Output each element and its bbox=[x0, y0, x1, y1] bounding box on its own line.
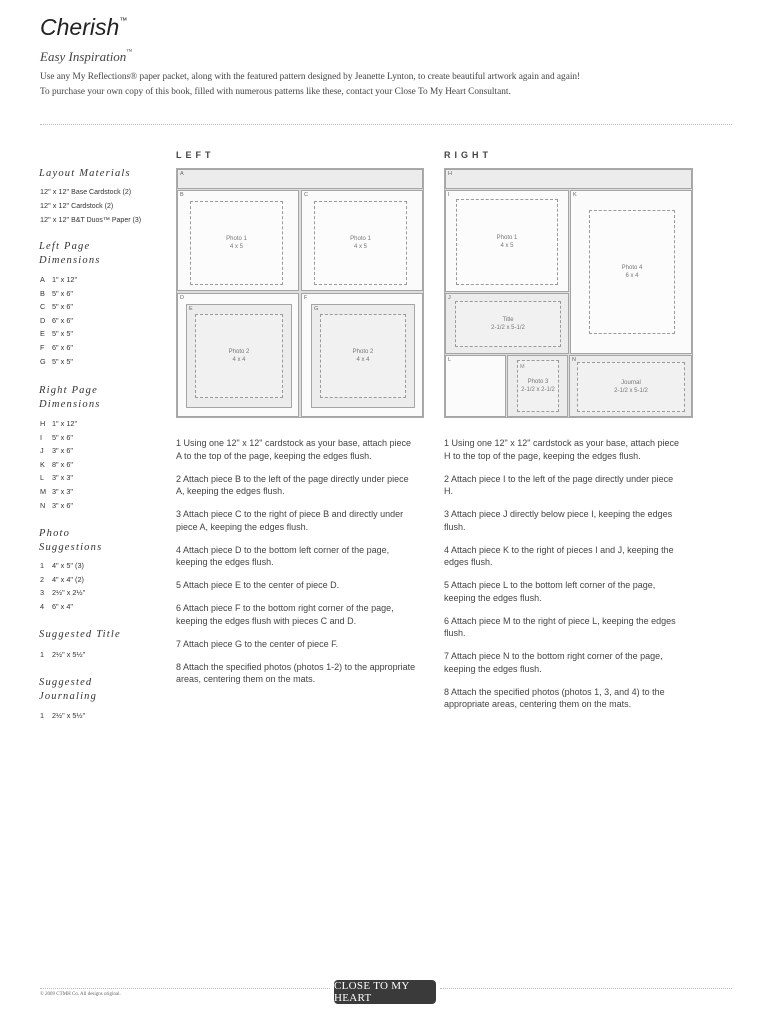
step-item: 2 Attach piece B to the left of the page directly under piece A, keeping the edges flush. bbox=[176, 473, 409, 496]
photo-1-slot: Photo 1 4 x 5 bbox=[190, 201, 283, 285]
dimension-item: K 8" x 6" bbox=[40, 459, 73, 469]
intro-text-line-1: Use any My Reflections® paper packet, along with the featured pattern designed by Jeanette Lynton, to create beautiful artwork again and again! bbox=[40, 72, 581, 82]
material-item: 12" x 12" Cardstock (2) bbox=[40, 201, 114, 210]
piece-i: I Photo 1 4 x 5 bbox=[445, 190, 569, 292]
step-item: 4 Attach piece K to the right of pieces I and J, keeping the edges flush. bbox=[444, 544, 674, 567]
left-page-steps bbox=[176, 437, 416, 696]
journal-slot: Journal 2-1/2 x 5-1/2 bbox=[577, 362, 685, 412]
footer-divider-right bbox=[440, 988, 732, 989]
step-item: 3 Attach piece J directly below piece I, keeping the edges flush. bbox=[444, 509, 673, 532]
right-page-dimensions-heading: Right Page Dimensions bbox=[39, 385, 101, 410]
page-subtitle: Easy Inspiration™ bbox=[40, 49, 133, 64]
piece-f: F G Photo 2 4 x 4 bbox=[301, 293, 423, 417]
photo-suggestions-list bbox=[40, 559, 85, 613]
right-dimensions-list bbox=[40, 417, 77, 512]
piece-g: G Photo 2 4 x 4 bbox=[311, 304, 415, 408]
step-item: 7 Attach piece G to the center of piece F. bbox=[176, 638, 339, 649]
piece-m: M Photo 3 2-1/2 x 2-1/2 bbox=[507, 355, 568, 417]
step-item: 6 Attach piece M to the right of piece L, keeping the edges flush. bbox=[444, 615, 676, 638]
dimension-item: I 5" x 6" bbox=[40, 432, 73, 442]
step-item: 3 Attach piece C to the right of piece B and directly under piece A, keeping the edges flush. bbox=[176, 509, 404, 532]
dimension-item: N 3" x 6" bbox=[40, 500, 73, 510]
suggested-journaling-list bbox=[40, 709, 85, 723]
left-page-dimensions-heading: Left Page Dimensions bbox=[39, 241, 101, 266]
dimension-item: L 3" x 3" bbox=[40, 473, 73, 483]
step-item: 8 Attach the specified photos (photos 1, 3, and 4) to the appropriate areas, centering them on the mats. bbox=[444, 686, 665, 709]
right-page-steps bbox=[444, 437, 682, 721]
dimension-item: E 5" x 5" bbox=[40, 329, 73, 339]
piece-a: A bbox=[177, 169, 423, 189]
photo-suggestions-heading: Photo Suggestions bbox=[39, 528, 103, 553]
copyright-text: © 2009 CTMH Co. All designs original. bbox=[40, 992, 121, 997]
suggested-title-heading: Suggested Title bbox=[39, 629, 121, 640]
piece-d: D E Photo 2 4 x 4 bbox=[177, 293, 299, 417]
journaling-suggestion-item: 1 2½" x 5½" bbox=[40, 711, 86, 720]
materials-list bbox=[40, 185, 141, 227]
page-title: Cherish™ bbox=[40, 14, 128, 40]
step-item: 1 Using one 12" x 12" cardstock as your base, attach piece H to the top of the page, keeping the edges flush. bbox=[444, 438, 680, 461]
dimension-item: A 1" x 12" bbox=[40, 275, 78, 284]
photo-3-slot: Photo 3 2-1/2 x 2-1/2 bbox=[517, 360, 559, 412]
step-item: 5 Attach piece L to the bottom left corner of the page, keeping the edges flush. bbox=[444, 580, 656, 603]
material-item: 12" x 12" B&T Duos™ Paper (3) bbox=[40, 215, 142, 224]
piece-l: L bbox=[445, 355, 506, 417]
step-item: 8 Attach the specified photos (photos 1-2) to the appropriate areas, centering them on the mats. bbox=[176, 661, 416, 684]
layout-materials-heading: Layout Materials bbox=[39, 168, 131, 179]
photo-suggestion-item: 1 4" x 5" (3) bbox=[40, 561, 84, 570]
step-item: 1 Using one 12" x 12" cardstock as your base, attach piece A to the top of the page, keeping the edges flush. bbox=[176, 438, 412, 461]
right-page-heading: RIGHT bbox=[444, 150, 492, 160]
title-slot: Title 2-1/2 x 5-1/2 bbox=[455, 301, 561, 347]
suggested-journaling-heading: Suggested Journaling bbox=[39, 677, 98, 702]
dimension-item: B 5" x 6" bbox=[40, 288, 73, 298]
brand-logo: CLOSE TO MY HEART bbox=[334, 980, 436, 1004]
piece-j: J Title 2-1/2 x 5-1/2 bbox=[445, 293, 569, 354]
dimension-item: F 6" x 6" bbox=[40, 342, 73, 352]
header-divider bbox=[40, 124, 732, 125]
photo-4-slot: Photo 4 6 x 4 bbox=[589, 210, 675, 334]
photo-suggestion-item: 2 4" x 4" (2) bbox=[40, 574, 84, 584]
suggested-title-list bbox=[40, 648, 85, 662]
step-item: 2 Attach piece I to the left of the page directly under piece H. bbox=[444, 473, 674, 496]
dimension-item: H 1" x 12" bbox=[40, 419, 78, 428]
left-page-diagram bbox=[176, 168, 424, 418]
piece-h: H bbox=[445, 169, 692, 189]
left-dimensions-list bbox=[40, 273, 77, 368]
photo-suggestion-item: 3 2½" x 2½" bbox=[40, 588, 86, 598]
material-item: 12" x 12" Base Cardstock (2) bbox=[40, 187, 132, 196]
left-page-heading: LEFT bbox=[176, 150, 215, 160]
step-item: 4 Attach piece D to the bottom left corner of the page, keeping the edges flush. bbox=[176, 544, 390, 567]
dimension-item: J 3" x 6" bbox=[40, 446, 73, 456]
step-item: 5 Attach piece E to the center of piece D. bbox=[176, 580, 340, 590]
photo-suggestion-item: 4 6" x 4" bbox=[40, 601, 73, 611]
piece-c: C Photo 1 4 x 5 bbox=[301, 190, 423, 291]
piece-k: K Photo 4 6 x 4 bbox=[570, 190, 692, 354]
footer-divider-left bbox=[40, 988, 330, 989]
dimension-item: M 3" x 3" bbox=[40, 486, 73, 496]
piece-e: E Photo 2 4 x 4 bbox=[186, 304, 292, 408]
dimension-item: C 5" x 6" bbox=[40, 302, 73, 312]
dimension-item: D 6" x 6" bbox=[40, 315, 73, 325]
title-suggestion-item: 1 2½" x 5½" bbox=[40, 650, 86, 659]
photo-1-slot: Photo 1 4 x 5 bbox=[456, 199, 558, 285]
photo-2-slot: Photo 2 4 x 4 bbox=[195, 314, 283, 398]
intro-text-line-2: To purchase your own copy of this book, filled with numerous patterns like these, contact your Close To My Heart Consultant. bbox=[40, 87, 511, 97]
piece-b: B Photo 1 4 x 5 bbox=[177, 190, 299, 291]
right-page-diagram bbox=[444, 168, 693, 418]
photo-2-slot: Photo 2 4 x 4 bbox=[320, 314, 406, 398]
piece-n: N Journal 2-1/2 x 5-1/2 bbox=[569, 355, 692, 417]
photo-1-slot: Photo 1 4 x 5 bbox=[314, 201, 407, 285]
step-item: 6 Attach piece F to the bottom right corner of the page, keeping the edges flush with pieces C and D. bbox=[176, 603, 394, 626]
dimension-item: G 5" x 5" bbox=[40, 356, 73, 366]
step-item: 7 Attach piece N to the bottom right corner of the page, keeping the edges flush. bbox=[444, 651, 663, 674]
